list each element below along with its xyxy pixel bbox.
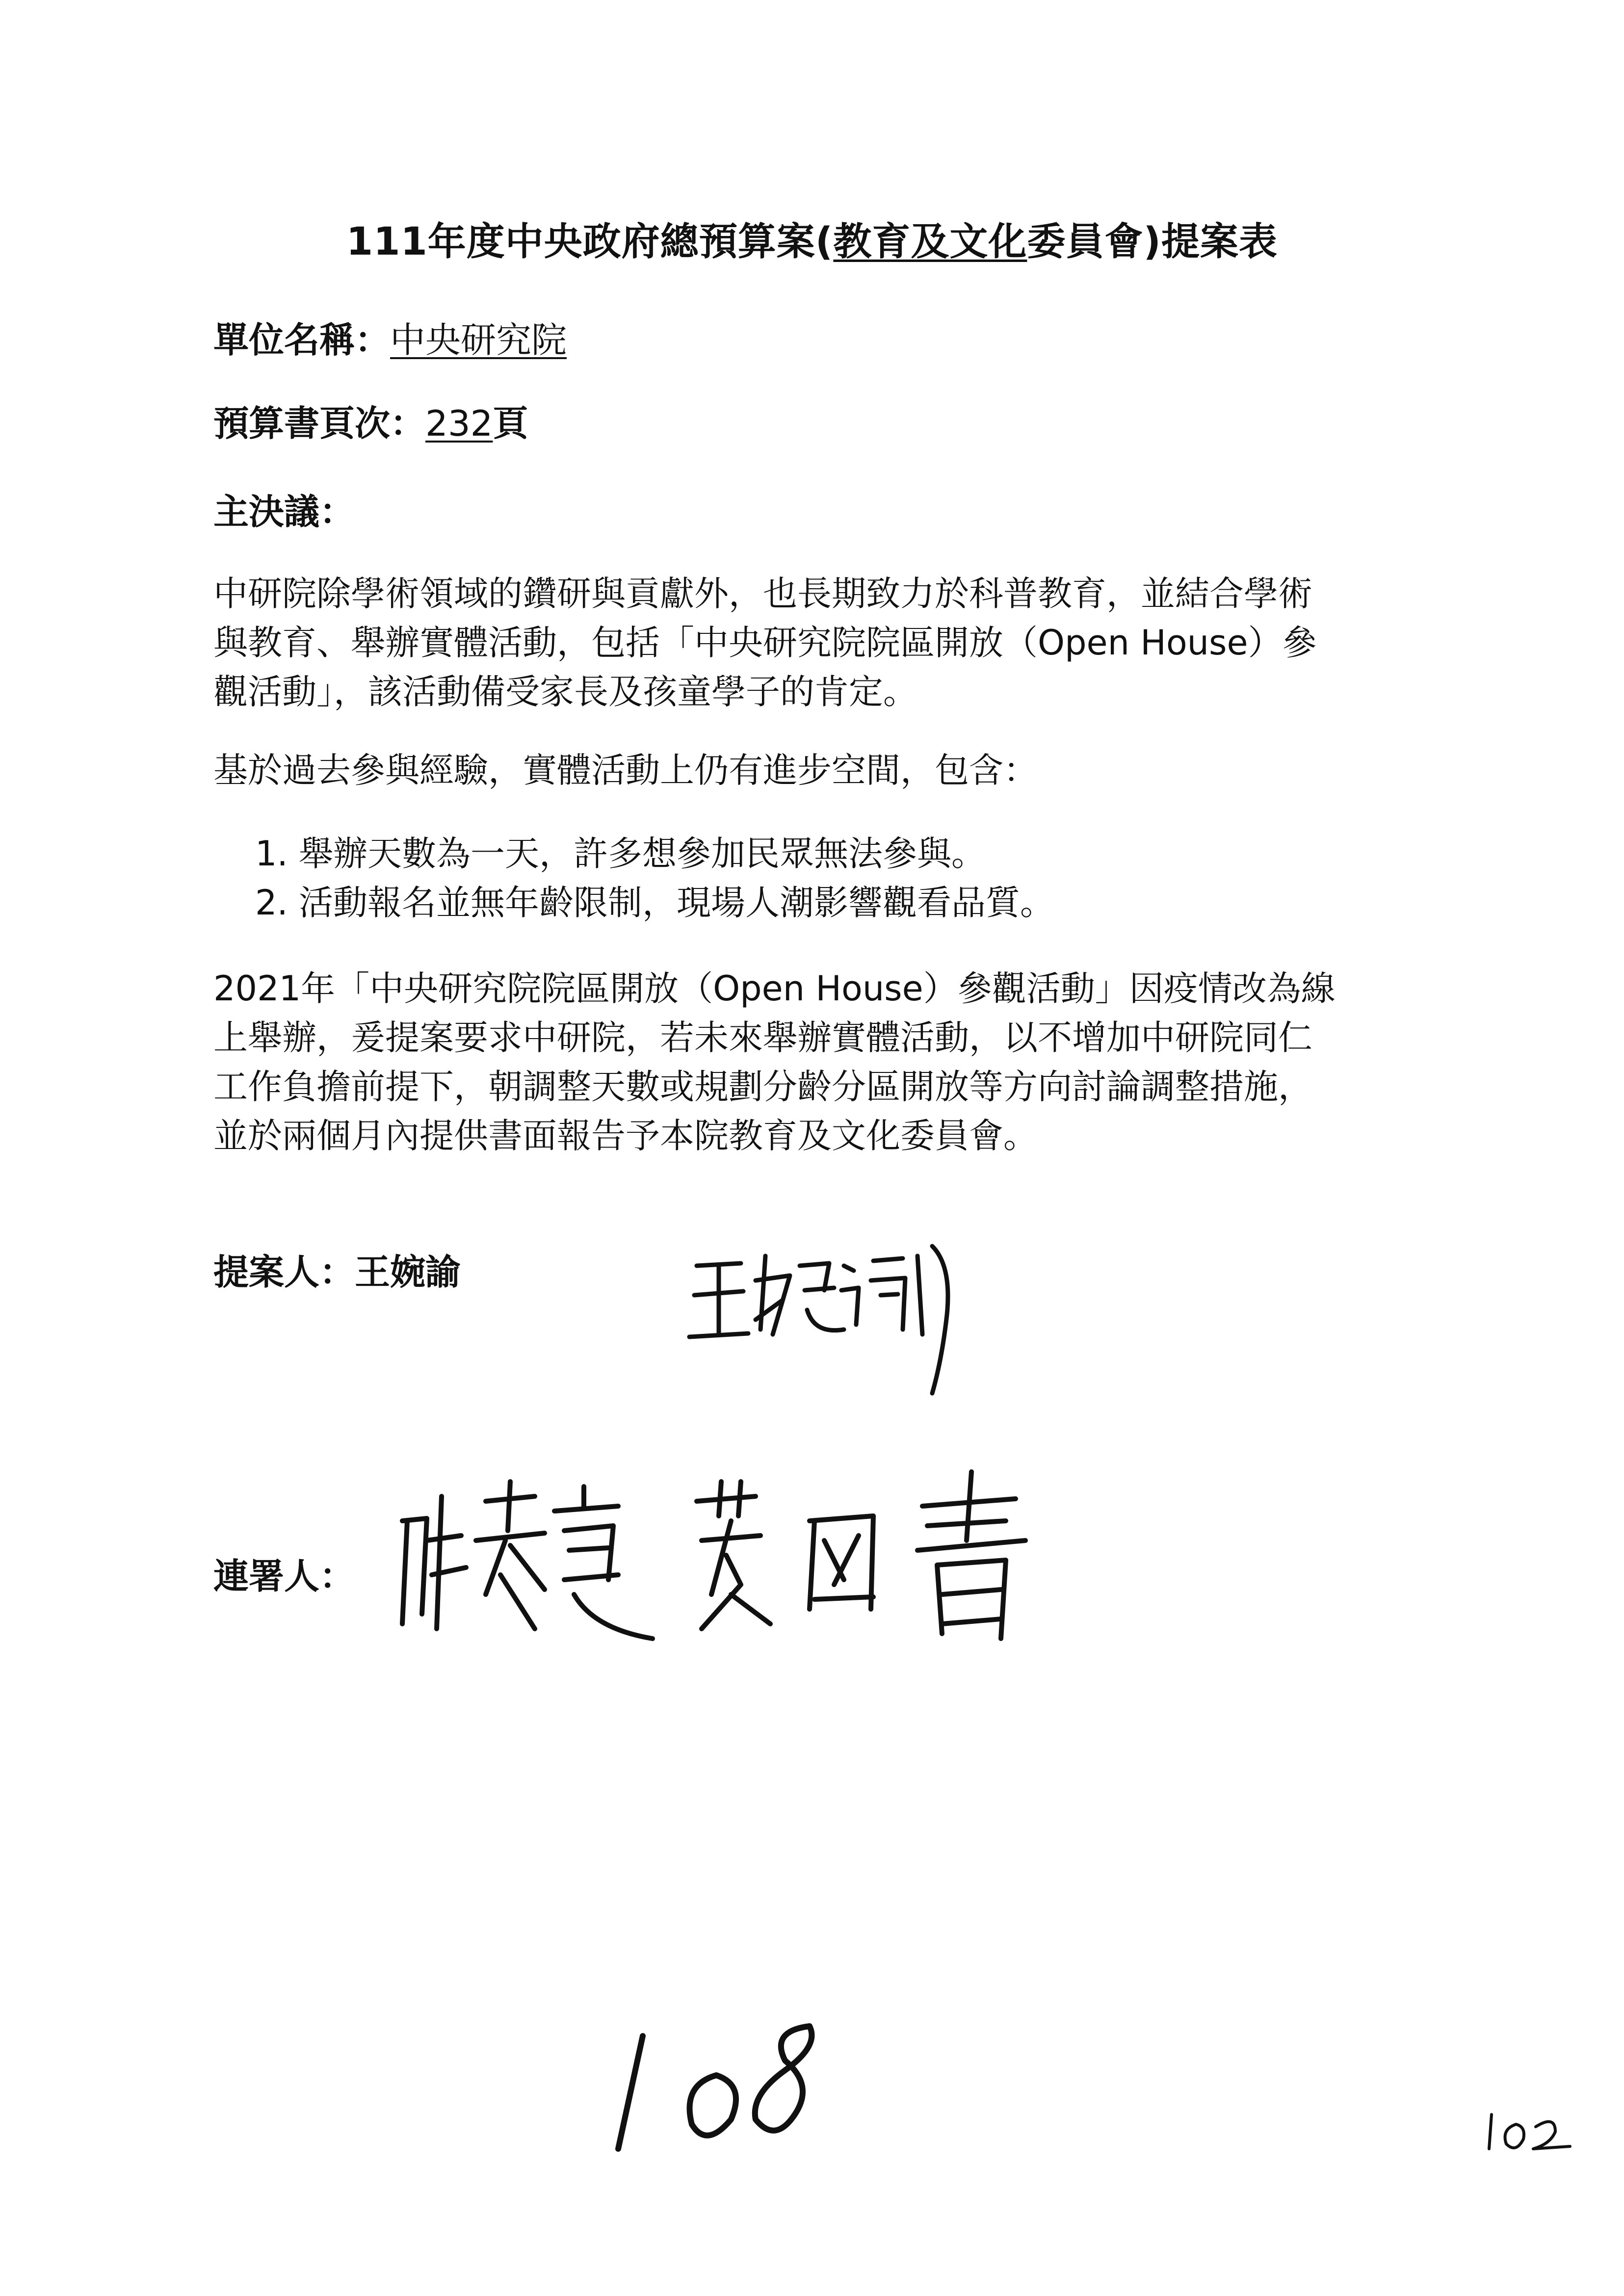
handwritten-corner-number [1482, 2105, 1580, 2164]
paragraph-experience [213, 746, 1430, 795]
unit-name-label: 單位名稱： [213, 319, 391, 361]
budget-page-label: 預算書頁次： [213, 403, 426, 444]
unit-name-field [213, 312, 567, 363]
proposer-label: 提案人：王婉諭 [213, 1252, 461, 1293]
proposer-signature [687, 1236, 962, 1403]
improvement-list [255, 829, 1054, 927]
paragraph-proposal [213, 964, 1430, 1160]
list-item: 1. 舉辦天數為一天，許多想參加民眾無法參與。 [255, 834, 986, 874]
list-item: 2. 活動報名並無年齡限制，現場人潮影響觀看品質。 [255, 883, 1055, 923]
paragraph-line: 基於過去參與經驗，實體活動上仍有進步空間，包含： [213, 750, 1038, 790]
unit-name-value: 中央研究院 [390, 319, 567, 361]
paragraph-line: 並於兩個月內提供書面報告予本院教育及文化委員會。 [213, 1116, 1038, 1156]
paragraph-line: 觀活動」，該活動備受家長及孩童學子的肯定。 [213, 672, 917, 712]
main-resolution-heading: 主決議： [213, 491, 355, 532]
budget-page-value: 232 [425, 403, 493, 444]
committee-name: 教育及文化 [833, 220, 1027, 264]
paragraph-line: 工作負擔前提下，朝調整天數或規劃分齡分區開放等方向討論調整措施， [213, 1067, 1312, 1107]
paragraph-line: 2021年「中央研究院院區開放（Open House）參觀活動」因疫情改為線 [213, 968, 1336, 1009]
paragraph-intro [213, 569, 1430, 716]
cosigner-signatures [388, 1467, 1099, 1673]
document-title: 111年度中央政府總預算案(教育及文化委員會)提案表 [346, 220, 1278, 264]
budget-page-unit: 頁 [493, 403, 528, 444]
paragraph-line: 與教育、舉辦實體活動，包括「中央研究院院區開放（Open House）參 [213, 623, 1317, 663]
paragraph-line: 上舉辦，爰提案要求中研院，若未來舉辦實體活動，以不增加中研院同仁 [213, 1018, 1312, 1058]
handwritten-page-number [608, 2016, 873, 2164]
cosigner-label: 連署人： [213, 1556, 355, 1597]
paragraph-line: 中研院除學術領域的鑽研與貢獻外，也長期致力於科普教育，並結合學術 [213, 574, 1312, 614]
budget-page-field [213, 395, 528, 446]
